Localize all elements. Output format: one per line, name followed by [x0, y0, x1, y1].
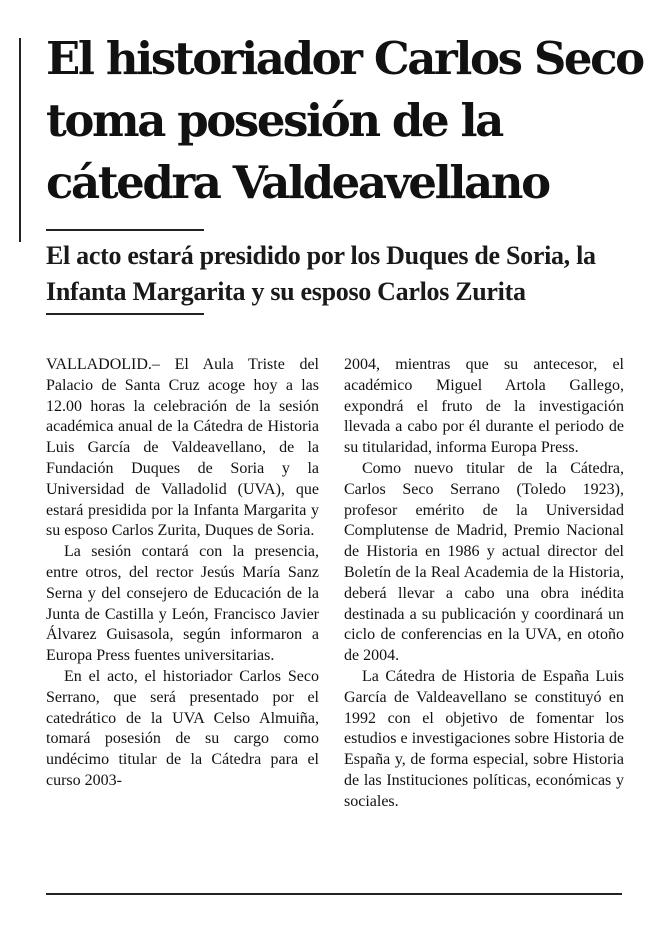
- body-paragraph: La Cátedra de Historia de España Luis García de Valdeavellano se constituyó en 1992 con el objetivo de fomentar los estudios e investigaciones sobre Historia de España y, de forma especial, sobre Historia de las Instituciones políticas, económicas y sociales.: [344, 667, 624, 810]
- separator-rule: [46, 229, 204, 231]
- margin-rule: [19, 38, 21, 242]
- body-paragraph: En el acto, el historiador Carlos Seco Serrano, que será presentado por el catedrático de la UVA Celso Almuiña, tomará posesión de su cargo como undécimo titular de la Cátedra para el curso 2003-: [46, 667, 319, 789]
- body-column-left: [46, 355, 319, 792]
- body-column-right: [344, 355, 624, 813]
- body-paragraph: Como nuevo titular de la Cátedra, Carlos Seco Serrano (Toledo 1923), profesor emérito de la Universidad Complutense de Madrid, Premio Nacional de Historia en 1986 y actual director del Boletín de la Real Academia de la Historia, deberá llevar a cabo una obra inédita destinada a su publicación y coordinará un ciclo de conferencias en la UVA, en otoño de 2004.: [344, 459, 624, 665]
- bottom-rule: [46, 893, 622, 895]
- body-paragraph: 2004, mientras que su antecesor, el académico Miguel Artola Gallego, expondrá el fruto de la investigación llevada a cabo por él durante el periodo de su titularidad, informa Europa Press.: [344, 356, 624, 457]
- body-paragraph: La sesión contará con la presencia, entre otros, del rector Jesús María Sanz Serna y del consejero de Educación de la Junta de Castilla y León, Francisco Javier Álvarez Guisasola, según informaron a Europa Press fuentes universitarias.: [46, 543, 319, 665]
- body-paragraph: VALLADOLID.– El Aula Triste del Palacio de Santa Cruz acoge hoy a las 12.00 horas la celebración de la sesión académica anual de la Cátedra de Historia Luis García de Valdeavellano, de la Fundación Duques de Soria y la Universidad de Valladolid (UVA), que estará presidida por la Infanta Margarita y su esposo Carlos Zurita, Duques de Soria.: [46, 356, 319, 540]
- subheadline: El acto estará presidido por los Duques de Soria, la Infanta Margarita y su esposo Carlos Zurita: [46, 241, 596, 306]
- separator-rule: [46, 313, 204, 315]
- headline: El historiador Carlos Seco toma posesión de la cátedra Valdeavellano: [46, 32, 643, 209]
